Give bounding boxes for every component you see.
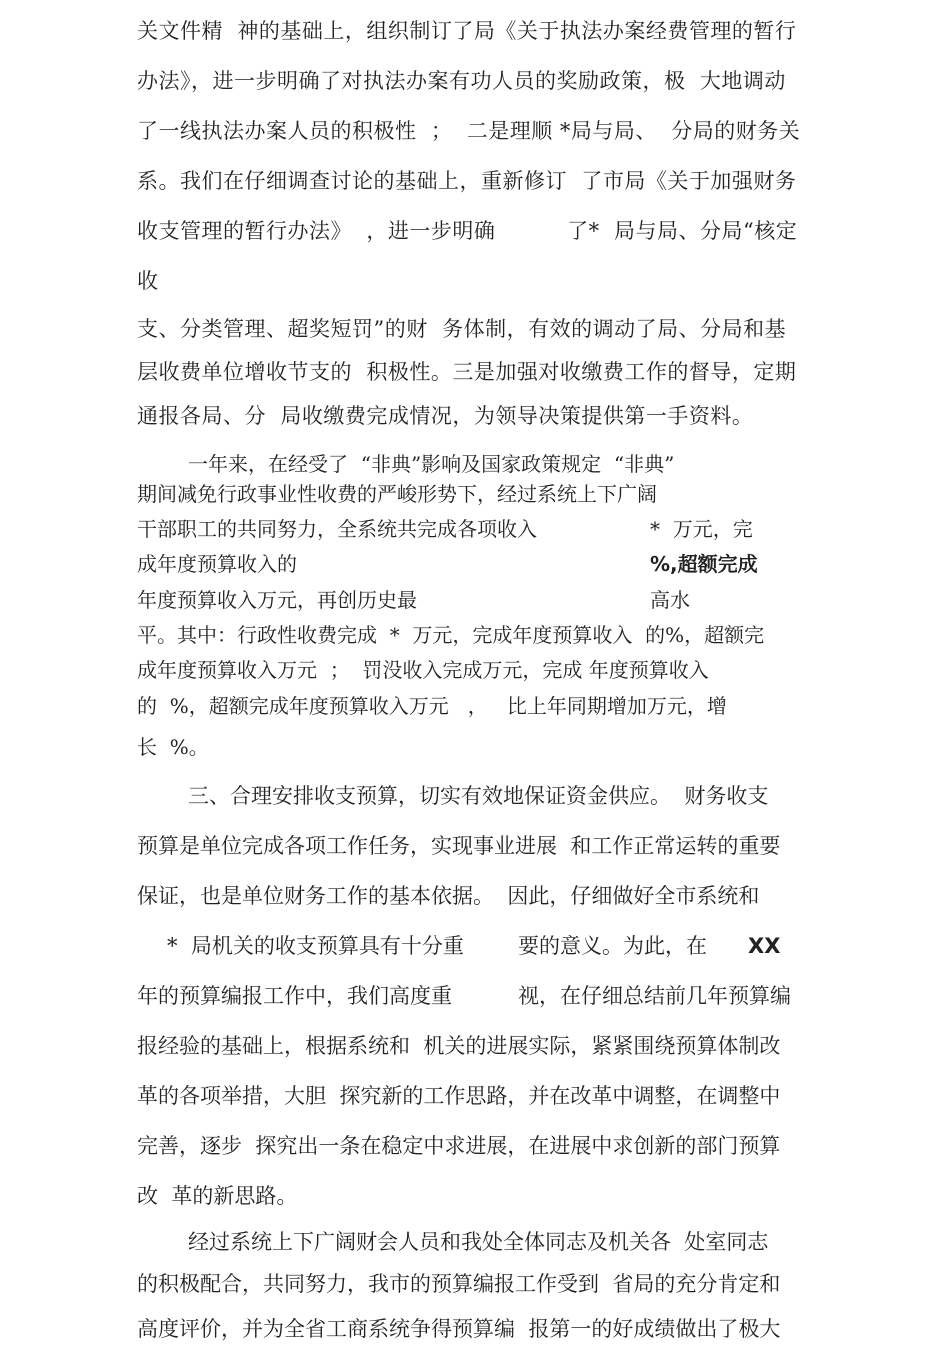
text-line: 长 %。 xyxy=(137,735,209,759)
text-line: 高水 xyxy=(650,588,690,612)
text-line: 层收费单位增收节支的 积极性。三是加强对收缴费工作的督导，定期 xyxy=(137,360,797,384)
text-line: 平。其中：行政性收费完成 * 万元，完成年度预算收入 的%，超额完 xyxy=(137,623,765,647)
text-line: 干部职工的共同努力，全系统共完成各项收入 xyxy=(137,517,537,541)
text-line: 三、合理安排收支预算，切实有效地保证资金供应。 财务收支 xyxy=(188,784,769,808)
text-line: 关文件精 神的基础上，组织制订了局《关于执法办案经费管理的暂行 xyxy=(137,19,797,43)
text-line: 收支管理的暂行办法》 ，进一步明确 了* 局与局、分局“核定 xyxy=(137,219,798,243)
text-line: 系。我们在仔细调查讨论的基础上，重新修订 了市局《关于加强财务 xyxy=(137,169,797,193)
text-line: 经过系统上下广阔财会人员和我处全体同志及机关各 处室同志 xyxy=(188,1230,769,1254)
text-line: 高度评价，并为全省工商系统争得预算编 报第一的好成绩做出了极大 xyxy=(137,1317,781,1341)
text-line: 成年度预算收入的 xyxy=(137,552,297,576)
text-line: 视，在仔细总结前几年预算编 xyxy=(518,984,791,1008)
text-line: 完善，逐步 探究出一条在稳定中求进展，在进展中求创新的部门预算 xyxy=(137,1134,781,1158)
text-line: 年的预算编报工作中，我们高度重 xyxy=(137,984,452,1008)
text-line: %,超额完成 xyxy=(650,552,758,576)
text-line: 办法》，进一步明确了对执法办案有功人员的奖励政策，极 大地调动 xyxy=(137,69,786,93)
text-line: 通报各局、分 局收缴费完成情况，为领导决策提供第一手资料。 xyxy=(137,404,754,428)
text-line: 收 xyxy=(137,269,159,293)
text-line: 改 革的新思路。 xyxy=(137,1184,298,1208)
text-line: 报经验的基础上，根据系统和 机关的进展实际，紧紧围绕预算体制改 xyxy=(137,1034,781,1058)
text-line: * 万元，完 xyxy=(650,517,753,541)
text-line: 成年度预算收入万元 ； 罚没收入完成万元，完成 年度预算收入 xyxy=(137,658,709,682)
text-line: 一年来，在经受了 “非典”影响及国家政策规定 “非典” xyxy=(188,452,675,476)
text-line: 要的意义。为此，在 xyxy=(518,934,707,958)
text-line: 的 %，超额完成年度预算收入万元 ， 比上年同期增加万元，增 xyxy=(137,694,727,718)
text-line: 支、分类管理、超奖短罚”的财 务体制，有效的调动了局、分局和基 xyxy=(137,317,787,341)
text-line: 的积极配合，共同努力，我市的预算编报工作受到 省局的充分肯定和 xyxy=(137,1272,781,1296)
text-line: XX xyxy=(748,934,781,958)
text-line: 革的各项举措，大胆 探究新的工作思路，并在改革中调整，在调整中 xyxy=(137,1084,781,1108)
text-line: 年度预算收入万元，再创历史最 xyxy=(137,588,417,612)
text-line: 保证，也是单位财务工作的基本依据。 因此，仔细做好全市系统和 xyxy=(137,884,760,908)
text-line: * 局机关的收支预算具有十分重 xyxy=(167,934,464,958)
text-line: 预算是单位完成各项工作任务，实现事业进展 和工作正常运转的重要 xyxy=(137,834,781,858)
text-line: 期间减免行政事业性收费的严峻形势下，经过系统上下广阔 xyxy=(137,482,657,506)
text-line: 了一线执法办案人员的积极性 ； 二是理顺 *局与局、 分局的财务关 xyxy=(137,119,801,143)
